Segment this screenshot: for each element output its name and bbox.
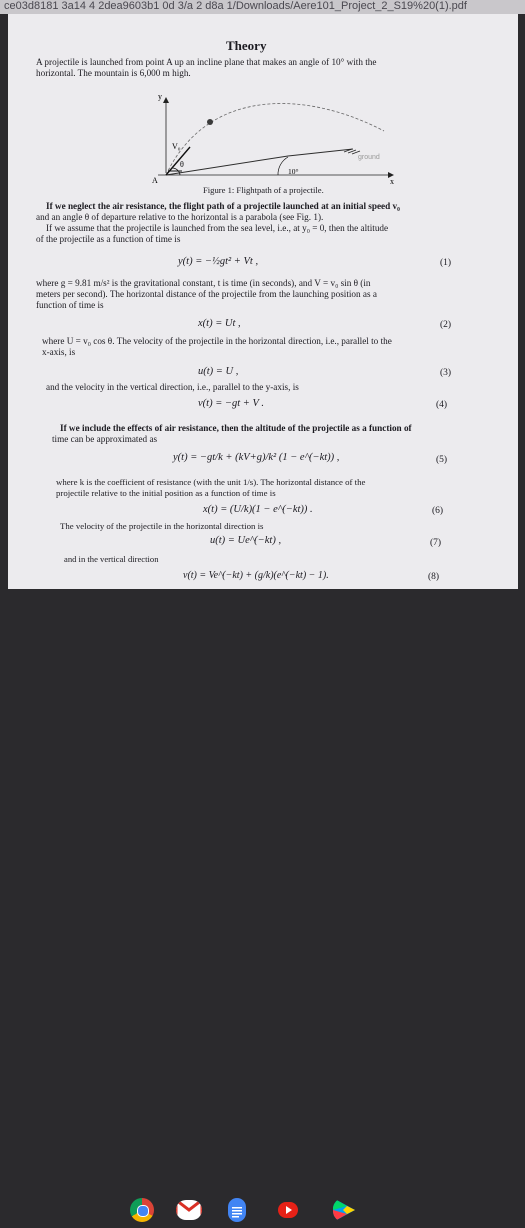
section-title: Theory	[226, 38, 267, 53]
para1-line-4: of the projectile as a function of time is	[36, 234, 181, 244]
para1-line-3: If we assume that the projectile is launched from the sea level, i.e., at y₀ = 0, then the altitude	[46, 223, 389, 233]
play-store-icon[interactable]	[333, 1198, 355, 1222]
equation-3: u(t) = U ,	[198, 366, 239, 377]
equation-1-number: (1)	[440, 258, 452, 268]
para2-line-3: function of time is	[36, 300, 104, 310]
para6-line-1: where k is the coefficient of resistance (with the unit 1/s). The horizontal distance of the	[56, 477, 366, 487]
equation-8-number: (8)	[428, 572, 440, 582]
para4: and the velocity in the vertical direction, i.e., parallel to the y-axis, is	[46, 382, 299, 392]
equation-2-number: (2)	[440, 320, 452, 330]
chrome-icon[interactable]	[130, 1198, 154, 1222]
os-shelf	[0, 589, 525, 700]
intro-line-2: horizontal. The mountain is 6,000 m high.	[36, 68, 191, 78]
para1-line-1: If we neglect the air resistance, the flight path of a projectile launched at an initial speed v₀	[46, 201, 400, 211]
v0-label: V₀	[172, 142, 181, 151]
equation-6-number: (6)	[432, 506, 444, 516]
para3-line-2: x-axis, is	[42, 347, 76, 357]
equation-2: x(t) = Ut ,	[198, 318, 241, 329]
para1-line-2: and an angle θ of departure relative to the horizontal is a parabola (see Fig. 1).	[36, 212, 324, 222]
ground-label: ground	[358, 154, 380, 161]
equation-4: v(t) = −gt + V .	[198, 398, 264, 409]
para3-line-1: where U = v₀ cos θ. The velocity of the projectile in the horizontal direction, i.e., parallel to the	[42, 336, 392, 346]
figure-caption: Figure 1: Flightpath of a projectile.	[203, 185, 324, 195]
equation-6: x(t) = (U/k)(1 − e^(−kt)) .	[203, 504, 313, 515]
equation-5-number: (5)	[436, 455, 448, 465]
para5-line-2: time can be approximated as	[52, 434, 158, 444]
angle-label: 10°	[288, 167, 299, 176]
youtube-icon[interactable]	[278, 1202, 298, 1218]
para2-line-2: meters per second). The horizontal distance of the projectile from the launching position as a	[36, 289, 377, 299]
equation-4-number: (4)	[436, 400, 448, 410]
point-a-label: A	[152, 176, 158, 185]
app-launcher-bar	[118, 1190, 378, 1228]
intro-line-1: A projectile is launched from point A up an incline plane that makes an angle of 10° with the	[36, 57, 377, 67]
para5-line-1: If we include the effects of air resistance, then the altitude of the projectile as a function of	[60, 423, 412, 433]
equation-5: y(t) = −gt/k + (kV+g)/k² (1 − e^(−kt)) ,	[173, 452, 340, 463]
equation-7-number: (7)	[430, 538, 442, 548]
equation-3-number: (3)	[440, 368, 452, 378]
para8: and in the vertical direction	[64, 554, 159, 564]
equation-1: y(t) = −½gt² + Vt ,	[178, 256, 259, 267]
equation-7: u(t) = Ue^(−kt) ,	[210, 535, 282, 546]
theta-label: θ	[180, 160, 184, 169]
equation-8: v(t) = Ve^(−kt) + (g/k)(e^(−kt) − 1).	[183, 570, 329, 581]
y-axis-label: y	[158, 92, 162, 101]
para7: The velocity of the projectile in the horizontal direction is	[60, 521, 264, 531]
pdf-content	[8, 14, 518, 589]
gmail-icon[interactable]	[176, 1200, 202, 1220]
docs-icon[interactable]	[228, 1198, 246, 1222]
flightpath-figure	[148, 91, 423, 186]
x-axis-label: x	[390, 177, 394, 186]
pdf-url-bar[interactable]: ce03d8181 3a14 4 2dea9603b1 0d 3/a 2 d8a 1/Downloads/Aere101_Project_2_S19%20(1).pdf	[0, 0, 525, 14]
pdf-page	[8, 14, 518, 589]
para2-line-1: where g = 9.81 m/s² is the gravitational constant, t is time (in seconds), and V = v₀ sin θ (in	[36, 278, 371, 288]
para6-line-2: projectile relative to the initial position as a function of time is	[56, 488, 276, 498]
